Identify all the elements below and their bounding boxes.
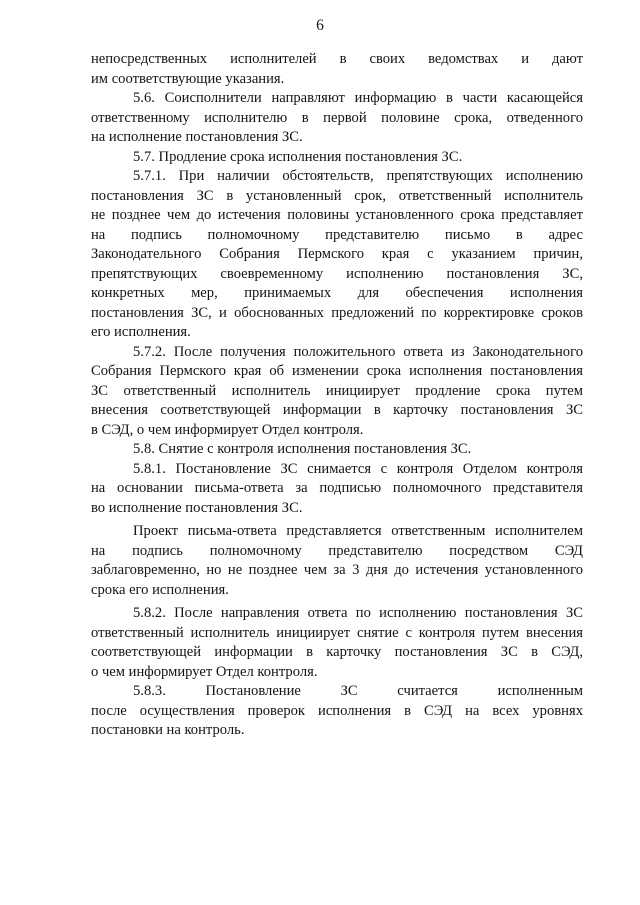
text-line: ответственному исполнителю в первой половине срока, отведенного [91,109,583,126]
paragraph-5-7-1 [91,167,583,343]
paragraph-project [91,522,583,600]
text-line: во исполнение постановления ЗС. [91,499,303,516]
paragraph-continuation [91,50,583,89]
text-line: 5.8.2. После направления ответа по исполнению постановления ЗС [133,605,583,621]
page-number: 6 [316,17,324,34]
paragraph-5-7-2 [91,343,583,441]
paragraph-5-8-2 [91,604,583,682]
text-line: 5.8.1. Постановление ЗС снимается с контроля Отделом контроля [133,460,583,477]
text-line: 5.6. Соисполнители направляют информацию в части касающейся [133,90,583,106]
text-line: ответственный исполнитель инициирует снятие с контроля путем внесения [91,624,583,641]
text-line: соответствующей информации в карточку постановления ЗС в СЭД, [91,644,583,660]
text-line: постановки на контроль. [91,722,245,738]
text-line: ЗС ответственный исполнитель инициирует продление срока путем [91,382,583,399]
text-line: на исполнение постановления ЗС. [91,129,303,145]
text-line: Законодательного Собрания Пермского края с указанием причин, [91,246,583,262]
text-line: в СЭД, о чем информирует Отдел контроля. [91,421,364,438]
section-heading: 5.8. Снятие с контроля исполнения постановления ЗС. [133,441,472,457]
text-line: непосредственных исполнителей в своих ведомствах и дают [91,51,583,67]
text-line: 5.7.1. При наличии обстоятельств, препятствующих исполнению [133,168,583,184]
text-line: 5.7.2. После получения положительного ответа из Законодательного [133,343,583,360]
text-line: Собрания Пермского края об изменении срока исполнения постановления [91,363,583,379]
text-line: его исполнения. [91,324,191,340]
text-line: внесения соответствующей информации в карточку постановления ЗС [91,402,583,418]
document-body [91,50,583,741]
text-line: на подпись полномочному представителю письмо в адрес [91,226,583,243]
text-line: о чем информирует Отдел контроля. [91,663,318,680]
section-heading: 5.7. Продление срока исполнения постановления ЗС. [133,148,463,165]
text-line: после осуществления проверок исполнения в СЭД на всех уровнях [91,702,583,719]
paragraph-5-6 [91,89,583,148]
text-line: препятствующих своевременному исполнению постановления ЗС, [91,265,583,282]
text-line: постановления ЗС, и обоснованных предложений по корректировке сроков [91,304,583,321]
text-line: им соответствующие указания. [91,70,285,87]
paragraph-5-8-1 [91,460,583,519]
paragraph-5-8 [91,440,583,460]
text-line: не позднее чем до истечения половины установленного срока представляет [91,207,583,223]
text-line: срока его исполнения. [91,581,229,598]
text-line: заблаговременно, но не позднее чем за 3 дня до истечения установленного [91,562,583,578]
text-line: на подпись полномочному представителю посредством СЭД [91,542,583,559]
text-line: на основании письма-ответа за подписью полномочного представителя [91,480,583,496]
paragraph-5-8-3 [91,682,583,741]
text-line: конкретных мер, принимаемых для обеспечения исполнения [91,285,583,301]
text-line: постановления ЗС в установленный срок, ответственный исполнитель [91,187,583,204]
text-line: Проект письма-ответа представляется ответственным исполнителем [133,523,583,539]
text-line: 5.8.3. Постановление ЗС считается исполненным [133,683,583,699]
paragraph-5-7 [91,148,583,168]
